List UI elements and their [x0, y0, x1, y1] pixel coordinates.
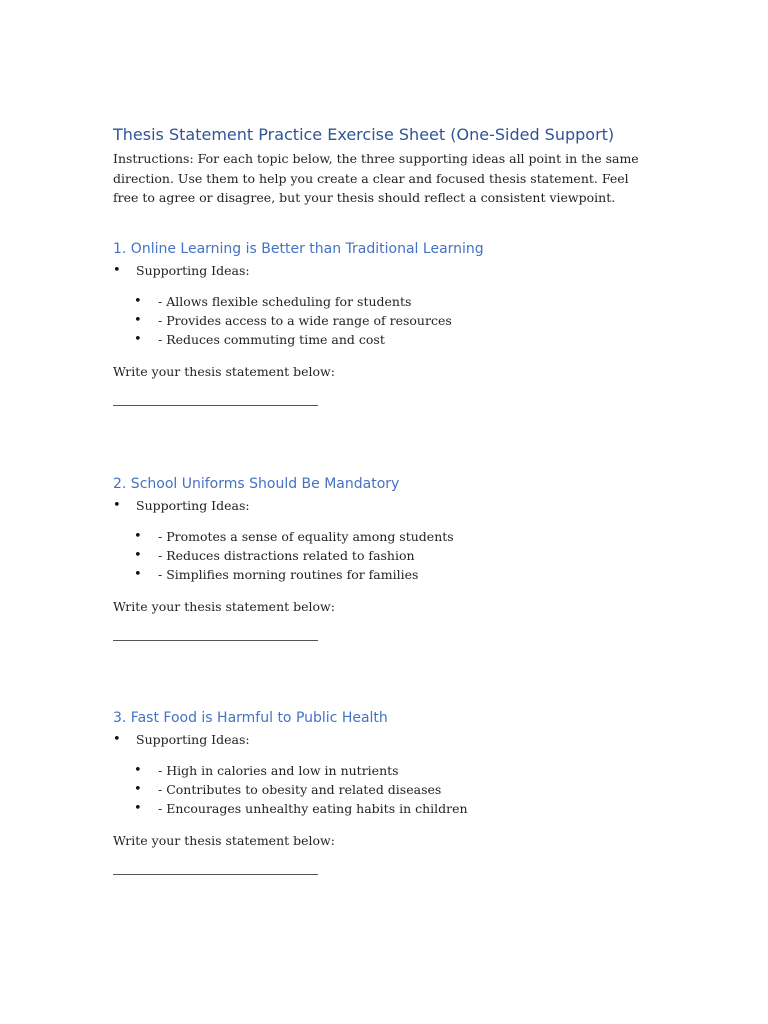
list-item [113, 565, 673, 584]
bullet-icon: • [134, 313, 142, 328]
list-item [113, 330, 673, 349]
supporting-ideas-list [113, 761, 673, 818]
idea-text: - Simplifies morning routines for families [158, 567, 419, 582]
supporting-ideas-list [113, 527, 673, 584]
topic-heading: 2. School Uniforms Should Be Mandatory [113, 476, 400, 492]
thesis-prompt: Write your thesis statement below: [113, 364, 335, 379]
thesis-answer-line[interactable] [113, 874, 318, 875]
supporting-ideas-text: Supporting Ideas: [136, 732, 250, 747]
bullet-icon: • [134, 332, 142, 347]
bullet-icon: • [134, 294, 142, 309]
topic-section-1 [113, 239, 673, 406]
list-item [113, 292, 673, 311]
bullet-icon: • [134, 567, 142, 582]
thesis-answer-line[interactable] [113, 405, 318, 406]
bullet-icon: • [134, 782, 142, 797]
instructions-text: Instructions: For each topic below, the three supporting ideas all point in the same direction. Use them to help you create a clear and focused thesis statement. Feel free to agree or disagree, but your thesis should reflect a consistent viewpoint. [113, 151, 639, 205]
topic-section-3 [113, 708, 673, 875]
bullet-icon: • [113, 498, 121, 513]
thesis-prompt: Write your thesis statement below: [113, 599, 335, 614]
supporting-ideas-text: Supporting Ideas: [136, 498, 250, 513]
list-item [113, 780, 673, 799]
idea-text: - Allows flexible scheduling for students [158, 294, 412, 309]
topic-section-2 [113, 474, 673, 641]
supporting-ideas-list [113, 292, 673, 349]
list-item [113, 799, 673, 818]
supporting-ideas-label [113, 496, 673, 515]
topic-heading: 1. Online Learning is Better than Traditional Learning [113, 241, 484, 257]
list-item [113, 527, 673, 546]
bullet-icon: • [134, 801, 142, 816]
topic-heading: 3. Fast Food is Harmful to Public Health [113, 710, 388, 726]
bullet-icon: • [134, 763, 142, 778]
document-title: Thesis Statement Practice Exercise Sheet (One-Sided Support) [113, 125, 615, 144]
bullet-icon: • [113, 263, 121, 278]
thesis-answer-line[interactable] [113, 640, 318, 641]
idea-text: - Promotes a sense of equality among students [158, 529, 454, 544]
list-item [113, 546, 673, 565]
supporting-ideas-label [113, 261, 673, 280]
list-item [113, 311, 673, 330]
bullet-icon: • [113, 732, 121, 747]
supporting-ideas-label [113, 730, 673, 749]
idea-text: - Reduces commuting time and cost [158, 332, 385, 347]
supporting-ideas-text: Supporting Ideas: [136, 263, 250, 278]
idea-text: - High in calories and low in nutrients [158, 763, 399, 778]
idea-text: - Reduces distractions related to fashion [158, 548, 415, 563]
list-item [113, 761, 673, 780]
idea-text: - Provides access to a wide range of resources [158, 313, 452, 328]
idea-text: - Contributes to obesity and related diseases [158, 782, 442, 797]
bullet-icon: • [134, 529, 142, 544]
idea-text: - Encourages unhealthy eating habits in children [158, 801, 468, 816]
bullet-icon: • [134, 548, 142, 563]
thesis-prompt: Write your thesis statement below: [113, 833, 335, 848]
